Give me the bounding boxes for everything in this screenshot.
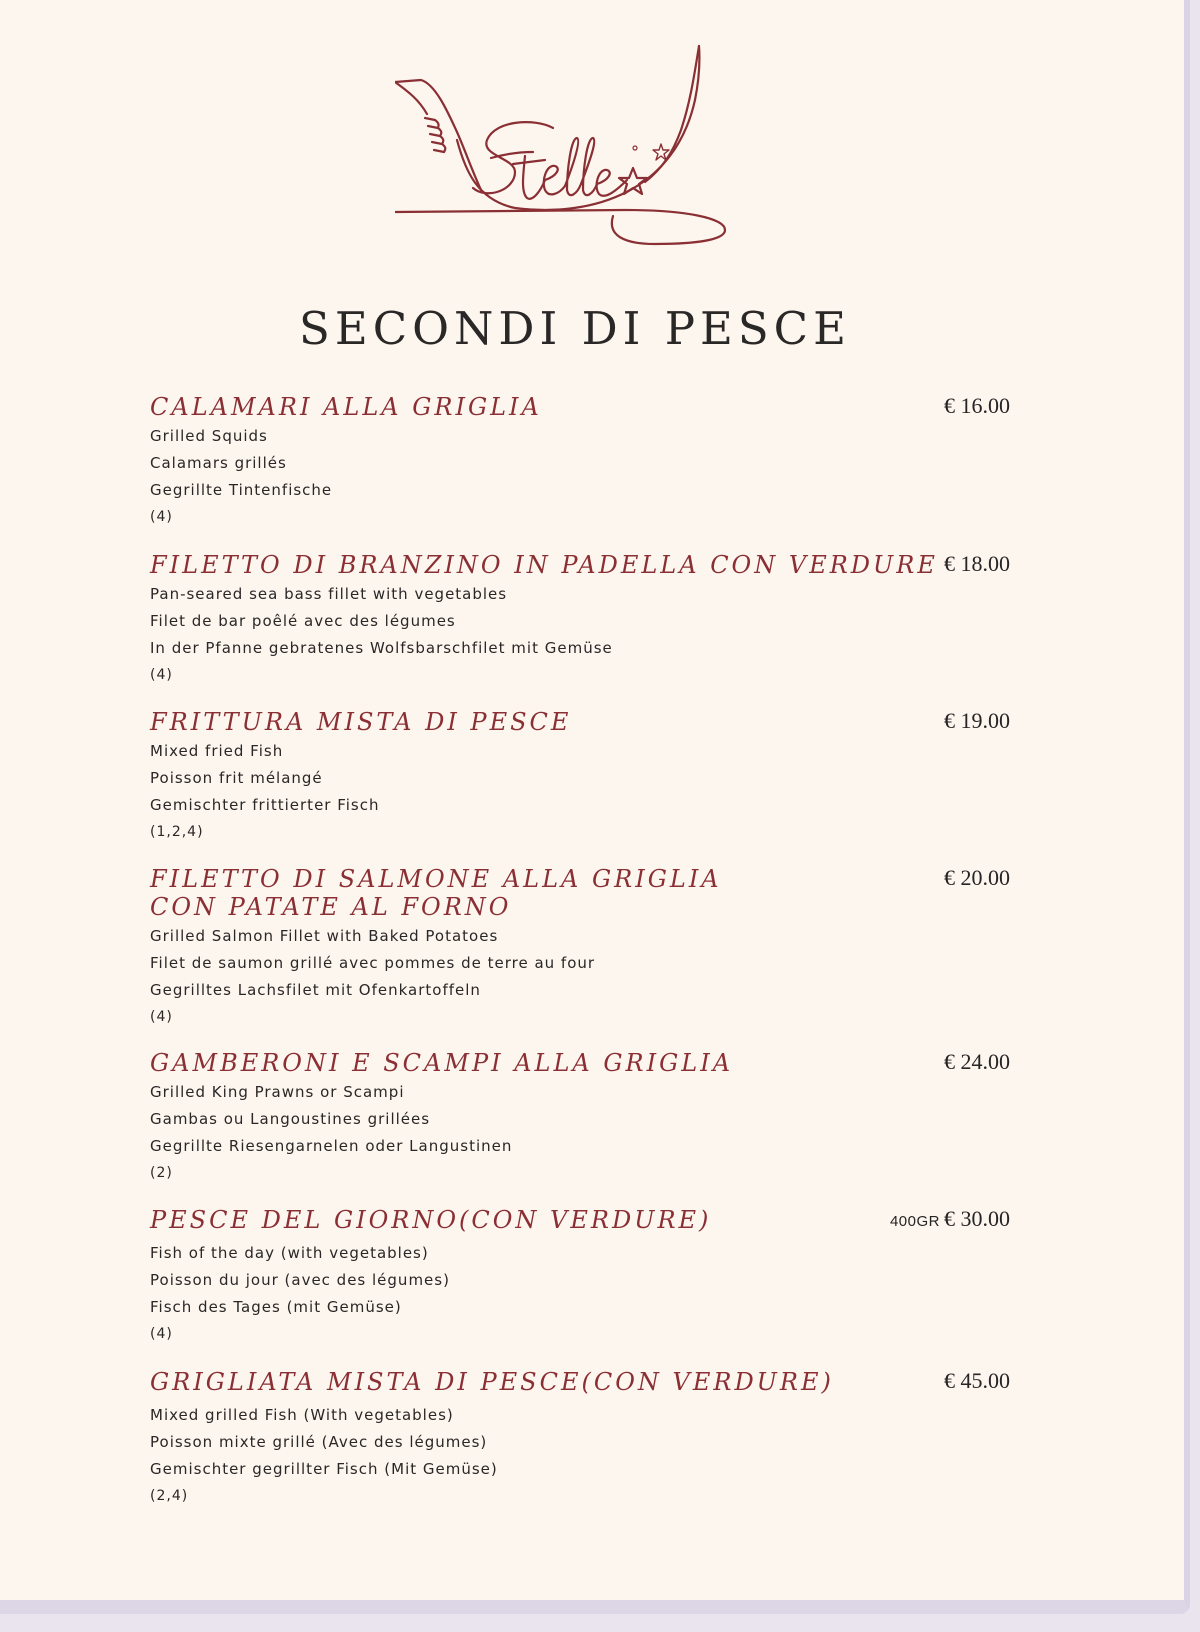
item-price: € 18.00 [944, 551, 1010, 576]
item-desc-de: Gegrillte Riesengarnelen oder Langustinen [150, 1137, 513, 1155]
item-allergens: (2,4) [150, 1488, 189, 1504]
item-name: GAMBERONI E SCAMPI ALLA GRIGLIA [150, 1049, 734, 1077]
item-name: PESCE DEL GIORNO(CON VERDURE) [150, 1206, 712, 1234]
menu-item [150, 551, 1010, 688]
item-desc-en: Grilled Squids [150, 427, 268, 445]
item-allergens: (1,2,4) [150, 824, 204, 840]
item-allergens: (4) [150, 1326, 173, 1342]
item-desc-de: Gegrilltes Lachsfilet mit Ofenkartoffeln [150, 981, 481, 999]
menu-item [150, 1368, 1010, 1509]
item-allergens: (4) [150, 509, 173, 525]
item-desc-de: Gemischter frittierter Fisch [150, 796, 380, 814]
item-name: FILETTO DI BRANZINO IN PADELLA CON VERDURE [150, 551, 938, 579]
item-allergens: (2) [150, 1165, 173, 1181]
item-desc-fr: Poisson frit mélangé [150, 769, 323, 787]
item-desc-en: Grilled Salmon Fillet with Baked Potatoes [150, 927, 499, 945]
item-allergens: (4) [150, 1009, 173, 1025]
item-price: € 45.00 [944, 1368, 1010, 1393]
item-desc-fr: Filet de bar poêlé avec des légumes [150, 612, 456, 630]
item-desc-fr: Poisson mixte grillé (Avec des légumes) [150, 1433, 488, 1451]
item-desc-fr: Poisson du jour (avec des légumes) [150, 1271, 450, 1289]
menu-item [150, 708, 1010, 845]
menu-item [150, 1206, 1010, 1347]
section-title: SECONDI DI PESCE [299, 302, 851, 355]
item-price: € 20.00 [944, 865, 1010, 890]
menu-item [150, 393, 1010, 530]
item-desc-fr: Gambas ou Langoustines grillées [150, 1110, 431, 1128]
item-name-line1: FILETTO DI SALMONE ALLA GRIGLIA [150, 865, 722, 893]
item-price: € 24.00 [944, 1049, 1010, 1074]
item-desc-de: Gemischter gegrillter Fisch (Mit Gemüse) [150, 1460, 498, 1478]
item-quantity: 400GR [889, 1213, 940, 1230]
item-name: CALAMARI ALLA GRIGLIA [150, 393, 542, 421]
gondola-logo-icon [395, 40, 765, 260]
restaurant-logo [395, 40, 765, 260]
item-name-line2: CON PATATE AL FORNO [150, 893, 512, 921]
item-desc-en: Mixed fried Fish [150, 742, 284, 760]
item-desc-fr: Filet de saumon grillé avec pommes de terre au four [150, 954, 596, 972]
item-price: € 16.00 [944, 393, 1010, 418]
item-desc-en: Grilled King Prawns or Scampi [150, 1083, 405, 1101]
item-price: € 19.00 [944, 708, 1010, 733]
item-price: € 30.00 [944, 1206, 1010, 1231]
menu-item [150, 865, 1010, 1030]
item-name: GRIGLIATA MISTA DI PESCE(CON VERDURE) [150, 1368, 834, 1396]
item-desc-en: Fish of the day (with vegetables) [150, 1244, 429, 1262]
item-name: FRITTURA MISTA DI PESCE [150, 708, 572, 736]
item-desc-de: Fisch des Tages (mit Gemüse) [150, 1298, 402, 1316]
item-allergens: (4) [150, 667, 173, 683]
menu-item [150, 1049, 1010, 1186]
item-desc-en: Pan-seared sea bass fillet with vegetables [150, 585, 508, 603]
item-desc-de: Gegrillte Tintenfische [150, 481, 333, 499]
item-desc-fr: Calamars grillés [150, 454, 287, 472]
item-desc-de: In der Pfanne gebratenes Wolfsbarschfilet mit Gemüse [150, 639, 613, 657]
item-price-group [890, 1206, 1010, 1232]
item-desc-en: Mixed grilled Fish (With vegetables) [150, 1406, 454, 1424]
